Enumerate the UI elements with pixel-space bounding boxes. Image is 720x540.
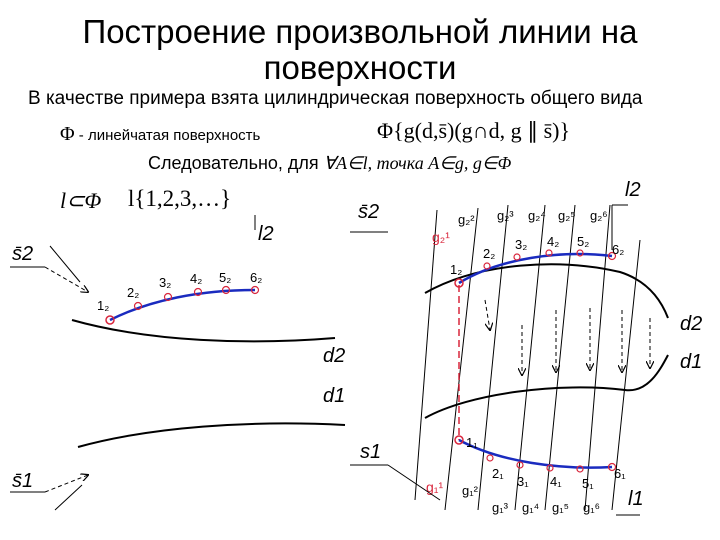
right-curve-l2 bbox=[459, 254, 612, 283]
right-g-top-5: g₂⁵ bbox=[558, 208, 576, 223]
right-bottom-point-4: 4₁ bbox=[550, 474, 562, 489]
right-top-point-4: 4₂ bbox=[547, 234, 560, 249]
surface-description: - линейчатая поверхность bbox=[74, 127, 261, 144]
left-point-6: 6₂ bbox=[250, 270, 263, 285]
left-d2-label: d2 bbox=[323, 345, 346, 367]
right-bottom-point-2: 2₁ bbox=[492, 466, 504, 481]
right-top-point-6: 6₂ bbox=[612, 242, 625, 257]
right-curve-d1 bbox=[425, 355, 668, 418]
slide-title-line1: Построение произвольной линии на bbox=[82, 13, 638, 50]
right-l2-label: l2 bbox=[625, 179, 641, 201]
subtitle: В качестве примера взята цилиндрическая поверхность общего вида bbox=[28, 88, 643, 109]
right-g-top-6: g₂⁶ bbox=[590, 208, 608, 223]
right-s2-label: s̄2 bbox=[358, 201, 380, 223]
right-bottom-point-3: 3₁ bbox=[517, 474, 529, 489]
right-g-top-4: g₂⁴ bbox=[528, 208, 546, 223]
right-d2-label: d2 bbox=[680, 313, 703, 335]
right-bottom-point-5: 5₁ bbox=[582, 476, 594, 491]
left-s2-label: s̄2 bbox=[12, 243, 34, 265]
right-top-point-1: 1₂ bbox=[450, 262, 463, 277]
right-top-point-5: 5₂ bbox=[577, 234, 590, 249]
right-g-top-3: g₂³ bbox=[497, 208, 514, 223]
left-point-2: 2₂ bbox=[127, 285, 140, 300]
left-point-3: 3₂ bbox=[159, 275, 172, 290]
surface-formula: Φ{g(d,s̄)(g∩d, g ∥ s̄)} bbox=[377, 118, 571, 143]
left-point-4: 4₂ bbox=[190, 271, 203, 286]
right-s1-label: s1 bbox=[360, 441, 382, 463]
left-s1-label: s̄1 bbox=[12, 470, 34, 492]
right-generators bbox=[415, 205, 640, 510]
left-curve-d1 bbox=[78, 423, 345, 447]
right-dashed-generators bbox=[485, 300, 650, 375]
right-g-bottom-6: g₁⁶ bbox=[583, 500, 600, 515]
right-g-top-2: g₂² bbox=[458, 212, 475, 227]
right-l1-label: l1 bbox=[628, 488, 644, 510]
right-d1-label: d1 bbox=[680, 351, 703, 373]
l-in-phi: l⊂Φ bbox=[60, 188, 102, 213]
right-g-top-1: g₂¹ bbox=[432, 229, 450, 245]
right-g-bottom-4: g₁⁴ bbox=[522, 500, 540, 515]
l-set: l{1,2,3,…} bbox=[128, 186, 232, 211]
right-top-point-3: 3₂ bbox=[515, 237, 528, 252]
slide-title-line2: поверхности bbox=[263, 49, 457, 86]
consequence-text: Следовательно, для bbox=[148, 153, 324, 173]
right-top-point-2: 2₂ bbox=[483, 246, 496, 261]
right-g-bottom-1: g₁¹ bbox=[426, 479, 444, 495]
left-point-5: 5₂ bbox=[219, 270, 232, 285]
right-bottom-point-1: 1₁ bbox=[466, 435, 478, 450]
right-bottom-point-6: 6₁ bbox=[614, 466, 626, 481]
right-g-bottom-3: g₁³ bbox=[492, 500, 508, 515]
left-point-1: 1₂ bbox=[97, 298, 110, 313]
phi-symbol: Φ bbox=[60, 123, 75, 145]
right-g-bottom-2: g₁² bbox=[462, 483, 478, 498]
left-d1-label: d1 bbox=[323, 385, 346, 407]
left-l2-label: l2 bbox=[258, 223, 274, 245]
right-g-bottom-5: g₁⁵ bbox=[552, 500, 570, 515]
consequence-formula: ∀A∈l, точка A∈g, g∈Φ bbox=[323, 153, 512, 173]
